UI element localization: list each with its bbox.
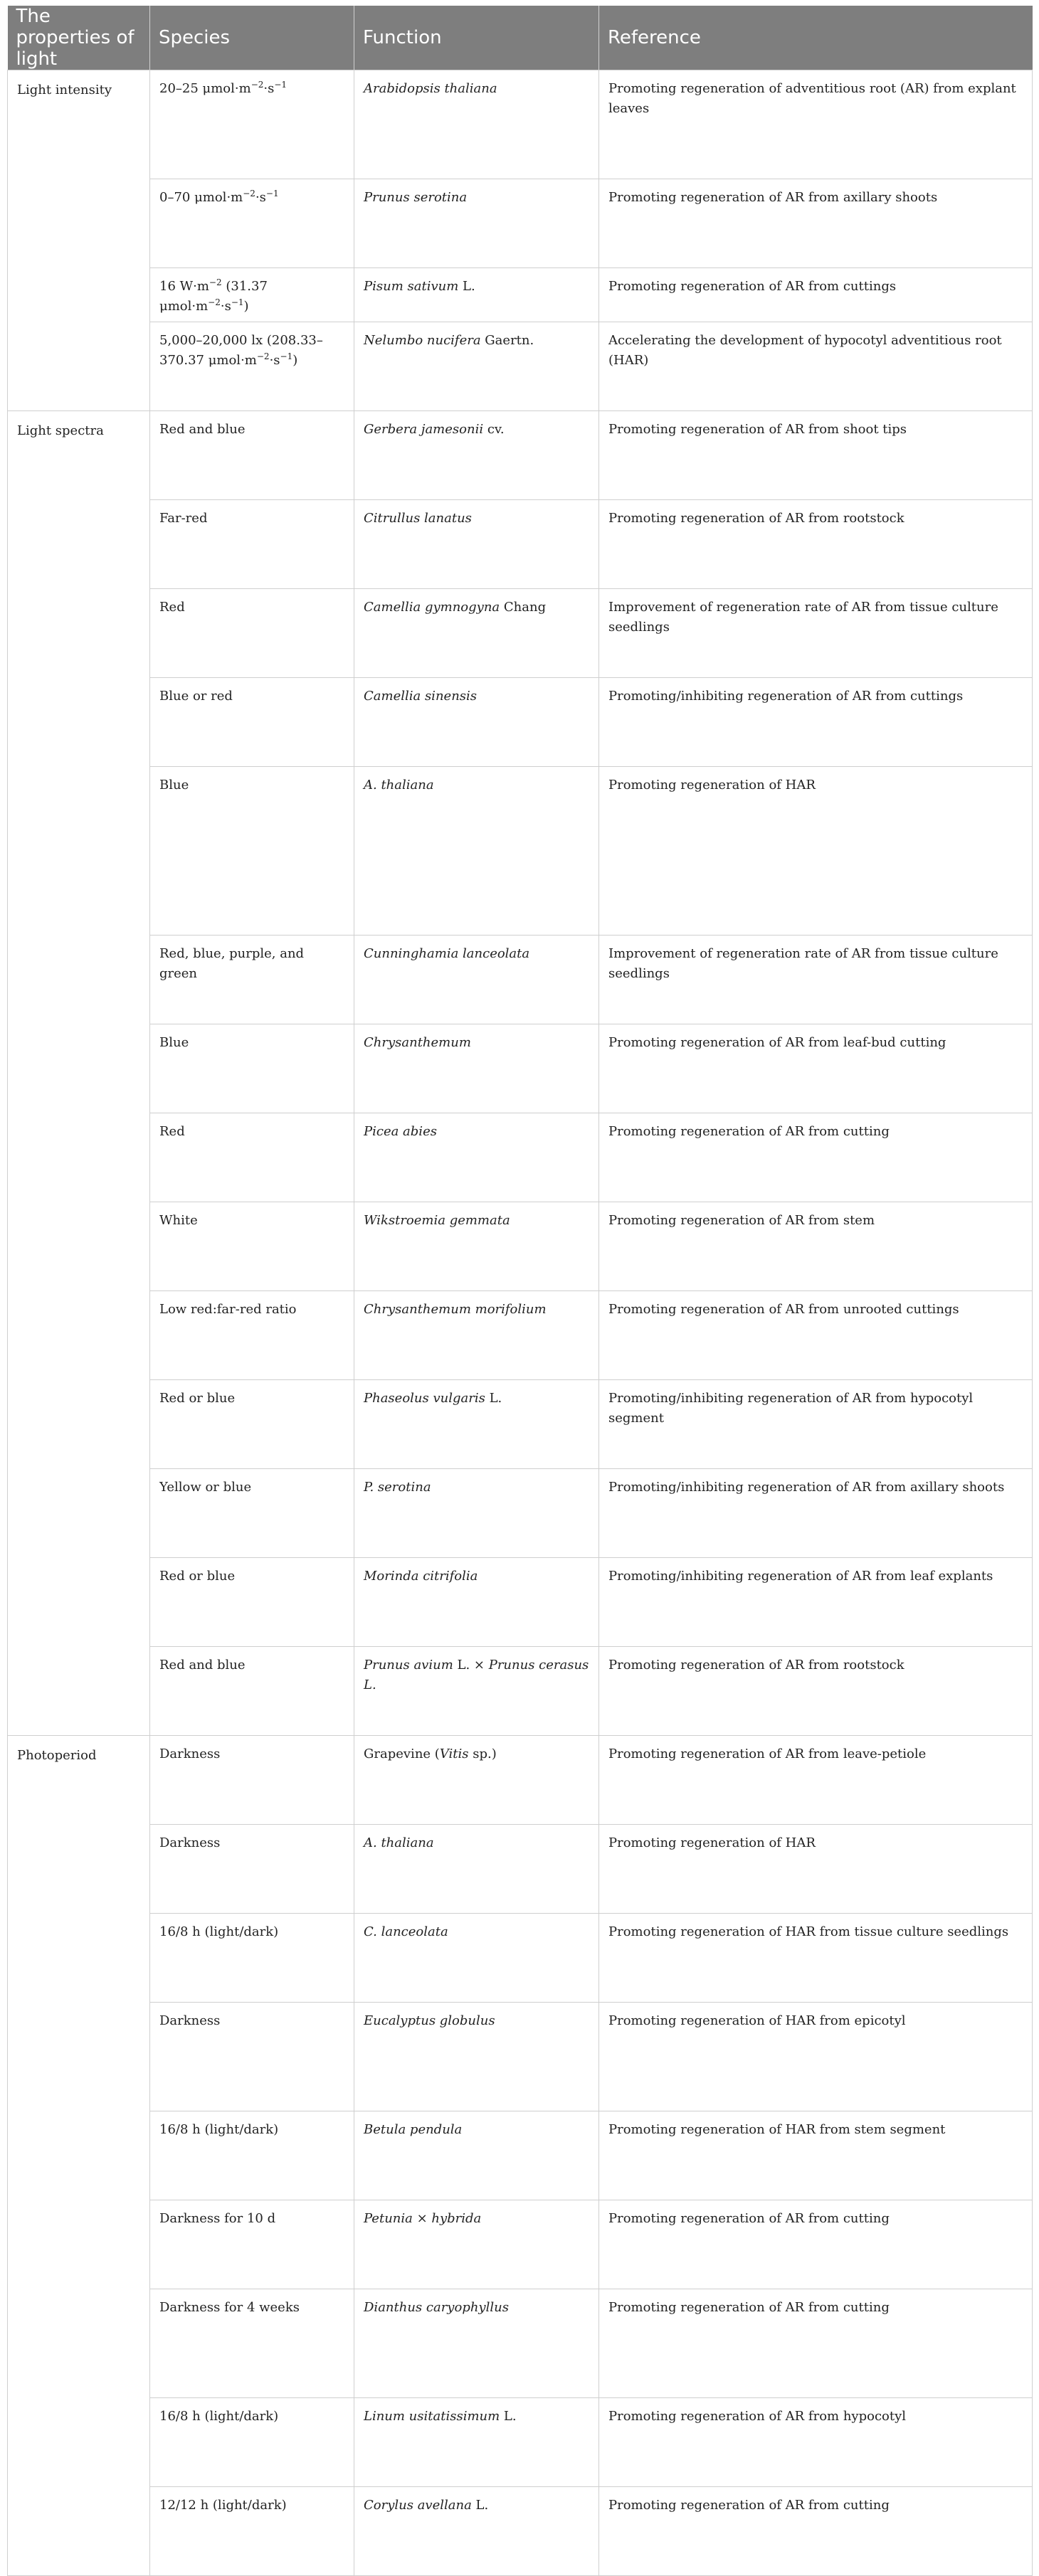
- condition-cell: Red, blue, purple, and green: [150, 935, 354, 1024]
- exponent: −2: [250, 80, 264, 90]
- species-name-part: Camellia gymnogyna: [364, 600, 500, 615]
- table-row: [8, 2200, 1033, 2289]
- species-cell: [354, 2487, 599, 2576]
- condition-cell: Blue: [150, 1024, 354, 1113]
- species-name-part: Gerbera jamesonii: [364, 422, 484, 437]
- species-cell: [354, 2289, 599, 2398]
- function-cell: Accelerating the development of hypocotyl adventitious root (HAR): [599, 322, 1033, 411]
- function-cell: Promoting regeneration of adventitious root (AR) from explant leaves: [599, 70, 1033, 179]
- function-cell: Promoting regeneration of HAR: [599, 767, 1033, 935]
- species-name-part: Dianthus caryophyllus: [364, 2300, 509, 2315]
- species-name-part: cv.: [483, 422, 505, 437]
- function-cell: Promoting regeneration of AR from shoot tips: [599, 411, 1033, 500]
- species-name-part: Chang: [500, 600, 547, 615]
- table-row: [8, 767, 1033, 935]
- function-cell: Promoting regeneration of AR from stem: [599, 1202, 1033, 1291]
- species-name-part: sp.): [468, 1747, 497, 1761]
- table-row: [8, 179, 1033, 268]
- condition-cell: 12/12 h (light/dark): [150, 2487, 354, 2576]
- condition-cell: Darkness: [150, 1736, 354, 1825]
- species-cell: [354, 1558, 599, 1647]
- species-name-part: P. serotina: [364, 1480, 431, 1495]
- function-cell: Promoting regeneration of AR from hypocotyl: [599, 2398, 1033, 2487]
- condition-cell: 16/8 h (light/dark): [150, 2111, 354, 2200]
- species-name-part: Arabidopsis thaliana: [364, 81, 497, 96]
- species-name-part: L.: [485, 1391, 502, 1406]
- condition-cell: Darkness: [150, 2003, 354, 2111]
- condition-cell: Darkness: [150, 1825, 354, 1914]
- species-cell: [354, 767, 599, 935]
- condition-cell: Darkness for 10 d: [150, 2200, 354, 2289]
- species-name-part: Chrysanthemum: [364, 1035, 471, 1050]
- condition-cell: Red or blue: [150, 1558, 354, 1647]
- species-name-part: Picea abies: [364, 1124, 437, 1139]
- table-row: [8, 1647, 1033, 1736]
- function-cell: Promoting regeneration of AR from cutting: [599, 2487, 1033, 2576]
- property-group-cell: Photoperiod: [8, 1736, 150, 2576]
- condition-cell: 20–25 $\mu mol\cdot m^{-2}\cdot s^{-1}$: [150, 70, 354, 179]
- species-cell: [354, 500, 599, 589]
- species-cell: [354, 678, 599, 767]
- condition-cell: Red and blue: [150, 1647, 354, 1736]
- table-row: [8, 1113, 1033, 1202]
- species-cell: [354, 2003, 599, 2111]
- table-row: [8, 1736, 1033, 1825]
- function-cell: Promoting regeneration of AR from leaf-bud cutting: [599, 1024, 1033, 1113]
- function-cell: Promoting regeneration of AR from cutting: [599, 1113, 1033, 1202]
- species-cell: [354, 1113, 599, 1202]
- table-row: [8, 1825, 1033, 1914]
- table-row: [8, 322, 1033, 411]
- function-cell: Promoting regeneration of HAR: [599, 1825, 1033, 1914]
- condition-cell: Red or blue: [150, 1380, 354, 1469]
- species-name-part: A. thaliana: [364, 778, 434, 793]
- species-cell: [354, 2111, 599, 2200]
- function-cell: Promoting regeneration of AR from rootstock: [599, 1647, 1033, 1736]
- table-row: [8, 2398, 1033, 2487]
- species-name-part: Petunia × hybrida: [364, 2211, 482, 2226]
- species-name-part: Nelumbo nucifera: [364, 333, 481, 348]
- condition-cell: Red and blue: [150, 411, 354, 500]
- condition-cell: 0–70 $\mu mol\cdot m^{-2}\cdot s^{-1}$: [150, 179, 354, 268]
- species-name-part: Betula pendula: [364, 2122, 463, 2137]
- condition-cell: Red: [150, 1113, 354, 1202]
- condition-cell: Blue or red: [150, 678, 354, 767]
- exponent: −1: [231, 297, 244, 307]
- condition-cell: Low red:far-red ratio: [150, 1291, 354, 1380]
- table-row: [8, 2289, 1033, 2398]
- condition-cell: 16/8 h (light/dark): [150, 1914, 354, 2003]
- species-name-part: L. ×: [453, 1658, 489, 1673]
- condition-cell: 16 $W\cdot m^{-2}$ (31.37 $\mu mol\cdot m^{-2}\cdot s^{-1}$): [150, 268, 354, 322]
- light-properties-table: [7, 6, 1033, 2576]
- species-cell: [354, 179, 599, 268]
- function-cell: Promoting regeneration of AR from leave-petiole: [599, 1736, 1033, 1825]
- table-row: [8, 1558, 1033, 1647]
- species-name-part: A. thaliana: [364, 1835, 434, 1850]
- function-cell: Promoting regeneration of AR from axillary shoots: [599, 179, 1033, 268]
- species-name-part: C. lanceolata: [364, 1924, 448, 1939]
- species-name-part: Eucalyptus globulus: [364, 2013, 495, 2028]
- exponent: −1: [274, 80, 288, 90]
- table-row: [8, 1914, 1033, 2003]
- header-species: Species: [150, 6, 354, 70]
- property-group-cell: Light intensity: [8, 70, 150, 411]
- table-row: [8, 70, 1033, 179]
- table-row: [8, 1291, 1033, 1380]
- species-cell: [354, 268, 599, 322]
- condition-cell: White: [150, 1202, 354, 1291]
- species-name-part: Chrysanthemum morifolium: [364, 1302, 547, 1317]
- header-function: Function: [354, 6, 599, 70]
- species-name-part: Pisum sativum: [364, 279, 459, 294]
- species-cell: [354, 1202, 599, 1291]
- function-cell: Promoting regeneration of AR from cuttings: [599, 268, 1033, 322]
- species-name-part: Morinda citrifolia: [364, 1569, 478, 1584]
- exponent: −2: [243, 189, 255, 198]
- species-cell: [354, 1469, 599, 1558]
- function-cell: Promoting regeneration of AR from unrooted cuttings: [599, 1291, 1033, 1380]
- table-row: [8, 589, 1033, 678]
- species-name-part: L.: [500, 2409, 517, 2424]
- condition-cell: Yellow or blue: [150, 1469, 354, 1558]
- table-row: [8, 268, 1033, 322]
- species-name-part: Prunus serotina: [364, 190, 468, 205]
- exponent: −2: [208, 297, 221, 307]
- species-cell: [354, 1380, 599, 1469]
- species-cell: [354, 1825, 599, 1914]
- species-cell: [354, 2398, 599, 2487]
- species-name-part: Camellia sinensis: [364, 689, 478, 704]
- species-name-part: L.: [458, 279, 475, 294]
- exponent: −2: [209, 277, 222, 287]
- function-cell: Promoting regeneration of AR from cutting: [599, 2289, 1033, 2398]
- species-cell: [354, 322, 599, 411]
- species-cell: [354, 589, 599, 678]
- condition-cell: 16/8 h (light/dark): [150, 2398, 354, 2487]
- species-cell: [354, 1024, 599, 1113]
- species-name-part: Prunus avium: [364, 1658, 453, 1673]
- function-cell: Promoting regeneration of HAR from tissue culture seedlings: [599, 1914, 1033, 2003]
- function-cell: Promoting regeneration of HAR from stem segment: [599, 2111, 1033, 2200]
- table-row: [8, 2003, 1033, 2111]
- species-name-part: Vitis: [439, 1747, 469, 1761]
- property-group-cell: Light spectra: [8, 411, 150, 1736]
- species-cell: [354, 935, 599, 1024]
- species-cell: [354, 1914, 599, 2003]
- function-cell: Promoting/inhibiting regeneration of AR from leaf explants: [599, 1558, 1033, 1647]
- function-cell: Promoting/inhibiting regeneration of AR from hypocotyl segment: [599, 1380, 1033, 1469]
- table-row: [8, 2487, 1033, 2576]
- table-row: [8, 1380, 1033, 1469]
- species-name-part: Cunninghamia lanceolata: [364, 946, 530, 961]
- table-row: [8, 935, 1033, 1024]
- function-cell: Promoting regeneration of AR from cutting: [599, 2200, 1033, 2289]
- condition-cell: Red: [150, 589, 354, 678]
- species-name-part: Phaseolus vulgaris: [364, 1391, 485, 1406]
- species-name-part: Citrullus lanatus: [364, 511, 472, 526]
- species-name-part: Wikstroemia gemmata: [364, 1213, 510, 1228]
- species-name-part: L.: [471, 2498, 489, 2513]
- species-name-part: Corylus avellana: [364, 2498, 472, 2513]
- table-header: [8, 6, 1033, 70]
- species-cell: [354, 70, 599, 179]
- table-row: [8, 2111, 1033, 2200]
- table-row: [8, 1024, 1033, 1113]
- species-cell: [354, 1736, 599, 1825]
- table-row: [8, 678, 1033, 767]
- condition-cell: Far-red: [150, 500, 354, 589]
- species-cell: [354, 1291, 599, 1380]
- function-cell: Improvement of regeneration rate of AR from tissue culture seedlings: [599, 589, 1033, 678]
- species-name-part: Linum usitatissimum: [364, 2409, 500, 2424]
- function-cell: Improvement of regeneration rate of AR from tissue culture seedlings: [599, 935, 1033, 1024]
- species-cell: [354, 1647, 599, 1736]
- table-body: [8, 70, 1033, 2576]
- species-cell: [354, 411, 599, 500]
- exponent: −2: [256, 351, 270, 361]
- table-row: [8, 1202, 1033, 1291]
- table-row: [8, 1469, 1033, 1558]
- function-cell: Promoting/inhibiting regeneration of AR from cuttings: [599, 678, 1033, 767]
- function-cell: Promoting/inhibiting regeneration of AR from axillary shoots: [599, 1469, 1033, 1558]
- header-properties: The properties of light: [8, 6, 150, 70]
- exponent: −1: [265, 189, 279, 198]
- table-row: [8, 411, 1033, 500]
- condition-cell: Darkness for 4 weeks: [150, 2289, 354, 2398]
- species-name-part: Gaertn.: [480, 333, 534, 348]
- species-name-part: Grapevine (: [364, 1747, 440, 1761]
- exponent: −1: [280, 351, 293, 361]
- function-cell: Promoting regeneration of AR from rootstock: [599, 500, 1033, 589]
- condition-cell: 5,000–20,000 lx (208.33–370.37 $\mu mol\cdot m^{-2}\cdot s^{-1}$): [150, 322, 354, 411]
- table-row: [8, 500, 1033, 589]
- header-reference: Reference: [599, 6, 1033, 70]
- species-cell: [354, 2200, 599, 2289]
- condition-cell: Blue: [150, 767, 354, 935]
- species-name-part: Prunus cerasus L.: [364, 1658, 589, 1692]
- function-cell: Promoting regeneration of HAR from epicotyl: [599, 2003, 1033, 2111]
